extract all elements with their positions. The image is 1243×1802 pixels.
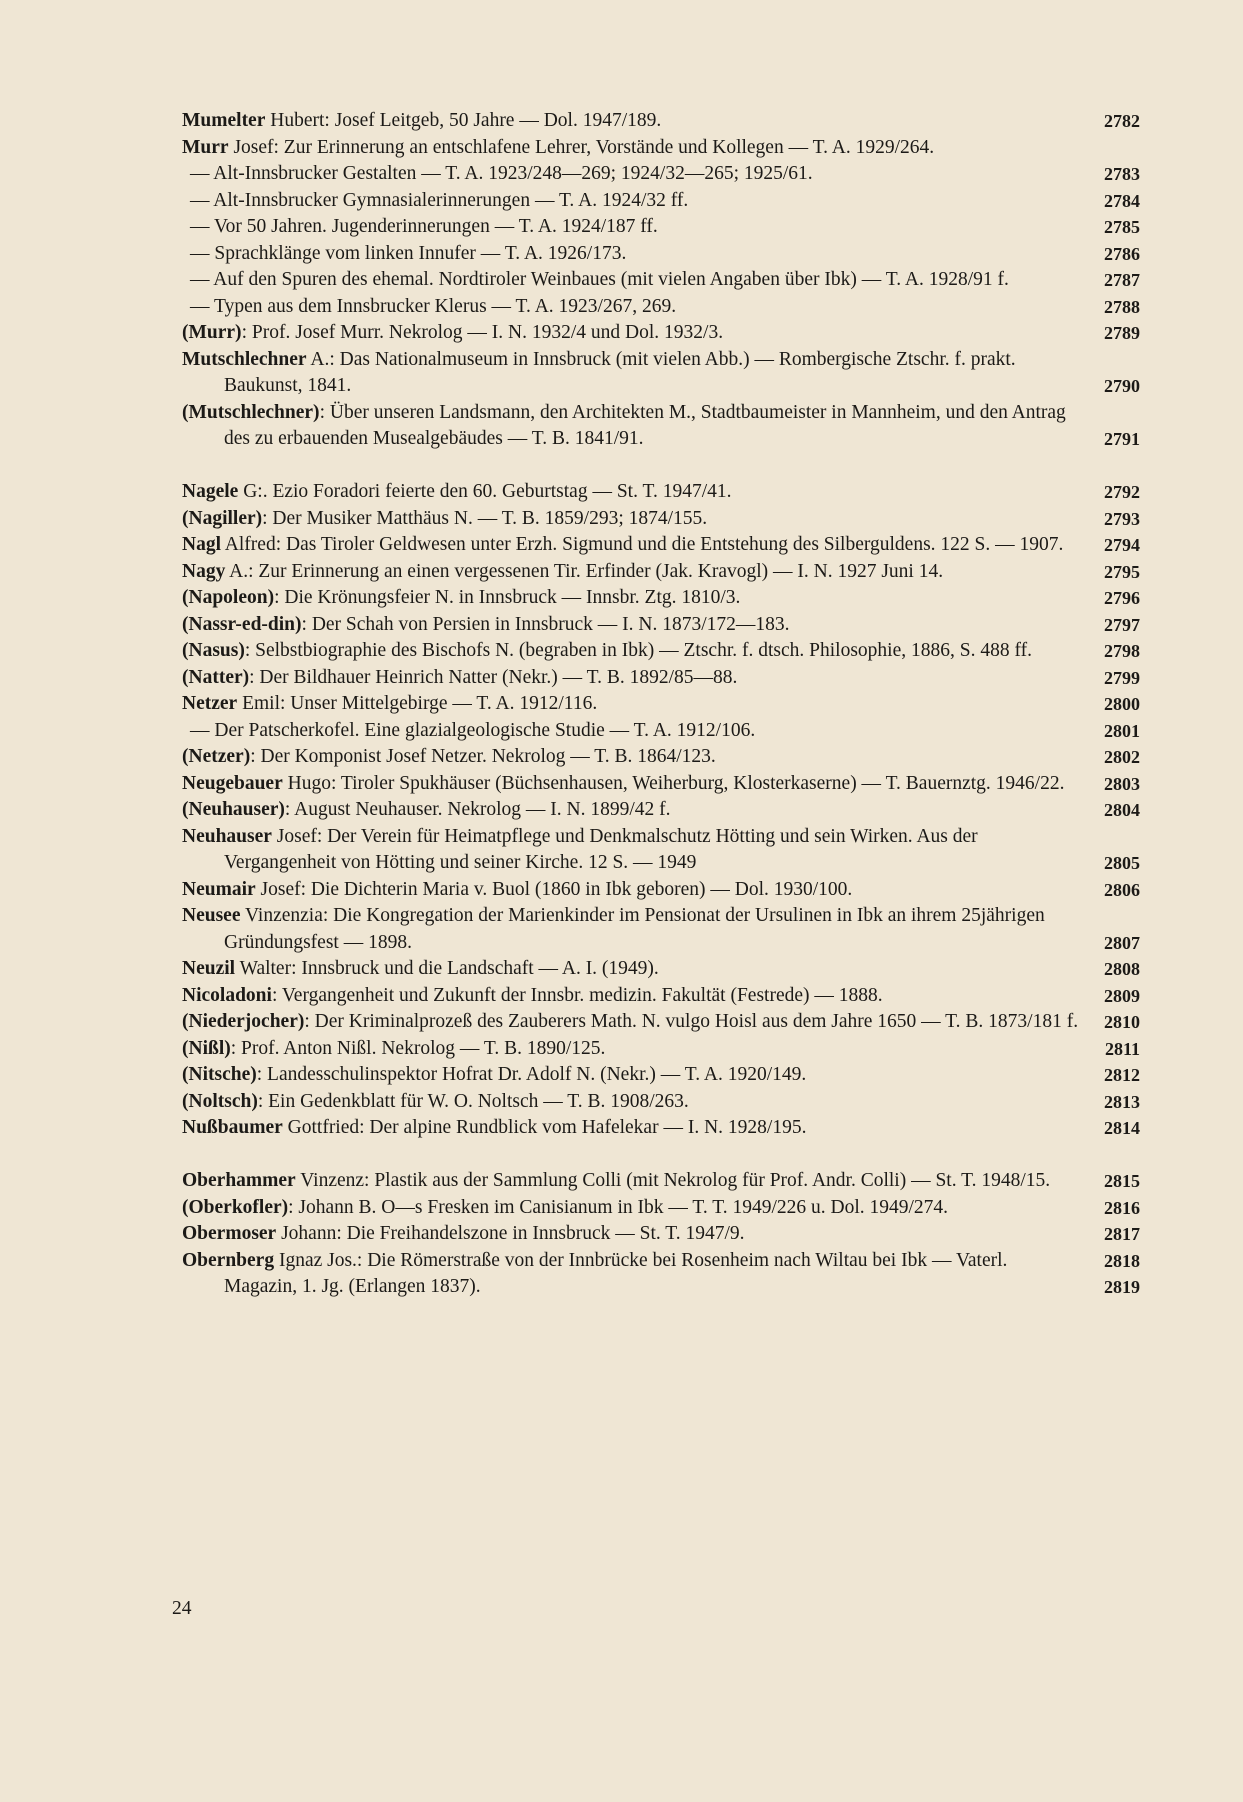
- entry-text: Ignaz Jos.: Die Römerstraße von der Innbrücke bei Rosenheim nach Wiltau bei Ibk — Vaterl. Magazin, 1. Jg. (Erlangen 1837).: [224, 1249, 1008, 1297]
- entry-text: Walter: Innsbruck und die Landschaft — A. I. (1949).: [235, 958, 659, 979]
- entry-author: (Mutschlechner): [182, 401, 320, 423]
- bibliography-entry: [182, 744, 1140, 771]
- bibliography-entry: [182, 1168, 1140, 1195]
- bibliography-entry: [182, 1062, 1140, 1089]
- entry-number: 2791: [1104, 429, 1140, 449]
- entry-author: (Neuhauser): [182, 799, 285, 820]
- entry-text: : Selbstbiographie des Bischofs N. (begraben in Ibk) — Ztschr. f. dtsch. Philosophie, 1886, S. 488 ff.: [244, 640, 1032, 661]
- entry-number: 2814: [1104, 1118, 1140, 1138]
- entry-text: — Typen aus dem Innsbrucker Klerus — T. A. 1923/267, 269.: [190, 295, 677, 317]
- entry-text: : Landesschulinspektor Hofrat Dr. Adolf N. (Nekr.) — T. A. 1920/149.: [256, 1064, 807, 1085]
- entry-text: : Der Musiker Matthäus N. — T. B. 1859/293; 1874/155.: [262, 507, 708, 529]
- bibliography-entry: [182, 824, 1140, 877]
- entry-author: (Oberkofler): [182, 1196, 289, 1218]
- entry-author: Neugebauer: [182, 772, 283, 794]
- entry-text: Vinzenzia: Die Kongregation der Marienkinder im Pensionat der Ursulinen in Ibk an ihrem 25jährigen Gründungsfest — 1898.: [224, 905, 1045, 953]
- entry-text: Johann: Die Freihandelszone in Innsbruck — St. T. 1947/9.: [276, 1223, 745, 1244]
- bibliography-entry: [182, 347, 1140, 400]
- entry-text: G:. Ezio Foradori feierte den 60. Geburtstag — St. T. 1947/41.: [238, 481, 732, 502]
- bibliography-entry: [182, 532, 1140, 559]
- bibliography-entry: [182, 691, 1140, 718]
- bibliography-entry: [182, 638, 1140, 665]
- entry-number: 2804: [1104, 800, 1140, 820]
- entry-number: 2795: [1104, 561, 1140, 582]
- entry-author: (Murr): [182, 322, 242, 343]
- entry-author: Obernberg: [182, 1249, 275, 1271]
- bibliography-entry: [182, 1009, 1140, 1036]
- entry-text: : Vergangenheit und Zukunft der Innsbr. medizin. Fakultät (Festrede) — 1888.: [271, 984, 883, 1006]
- entry-number: 2783: [1104, 164, 1140, 184]
- entry-number: 2797: [1104, 614, 1140, 635]
- entry-text: Vinzenz: Plastik aus der Sammlung Colli (mit Nekrolog für Prof. Andr. Colli) — St. T. 1948/15.: [295, 1170, 1051, 1191]
- bibliography-entry: [182, 161, 1140, 188]
- entry-text: : Ein Gedenkblatt für W. O. Noltsch — T. B. 1908/263.: [257, 1090, 689, 1112]
- entry-number: 2799: [1104, 667, 1140, 688]
- bibliography-entry: [182, 188, 1140, 215]
- entry-author: (Nassr-ed-din): [182, 613, 302, 635]
- entry-text: Emil: Unser Mittelgebirge — T. A. 1912/116.: [237, 693, 598, 714]
- section-gap: [182, 1142, 1140, 1169]
- entry-text: — Vor 50 Jahren. Jugenderinnerungen — T. A. 1924/187 ff.: [190, 216, 658, 237]
- bibliography-entry: [182, 797, 1140, 824]
- entry-text: A.: Zur Erinnerung an einen vergessenen Tir. Erfinder (Jak. Kravogl) — I. N. 1927 Juni 14.: [225, 560, 944, 582]
- bibliography-entry: [182, 135, 1140, 162]
- entry-number: 2811: [1104, 1038, 1140, 1059]
- entry-author: Netzer: [182, 693, 238, 714]
- entry-text: Gottfried: Der alpine Rundblick vom Hafelekar — I. N. 1928/195.: [282, 1117, 807, 1138]
- entry-author: Nußbaumer: [182, 1117, 283, 1138]
- bibliography-entry: [182, 1036, 1140, 1063]
- entry-number: 2800: [1104, 694, 1140, 714]
- bibliography-entry: [182, 1221, 1140, 1248]
- bibliography-entry: [182, 956, 1140, 983]
- entry-text: — Sprachklänge vom linken Innufer — T. A. 1926/173.: [190, 242, 627, 264]
- entry-author: Mutschlechner: [182, 348, 307, 370]
- entry-author: Nicoladoni: [182, 984, 272, 1006]
- entry-text: Josef: Die Dichterin Maria v. Buol (1860 in Ibk geboren) — Dol. 1930/100.: [255, 878, 853, 900]
- entry-number: 2798: [1104, 641, 1140, 661]
- entry-number: 2782: [1104, 111, 1140, 131]
- entry-author: Nagy: [182, 560, 226, 582]
- entry-author: (Nitsche): [182, 1064, 257, 1085]
- bibliography-entry: [182, 400, 1140, 453]
- entry-text: : Der Kriminalprozeß des Zauberers Math. N. vulgo Hoisl aus dem Jahre 1650 — T. B. 1873/181 f.: [304, 1011, 1079, 1032]
- bibliography-entry: [182, 294, 1140, 321]
- entry-number: 2809: [1104, 985, 1140, 1006]
- entry-author: Neuhauser: [182, 825, 272, 847]
- entry-number: 2813: [1104, 1091, 1140, 1112]
- bibliography-entry: [182, 771, 1140, 798]
- entry-text: : Die Krönungsfeier N. in Innsbruck — Innsbr. Ztg. 1810/3.: [274, 587, 741, 608]
- entry-number: 2803: [1104, 773, 1140, 794]
- entry-number: 2785: [1104, 217, 1140, 237]
- bibliography-entry: [182, 718, 1140, 745]
- bibliography-entry: [182, 877, 1140, 904]
- entry-text: Alfred: Das Tiroler Geldwesen unter Erzh. Sigmund und die Entstehung des Silberguldens. 122 S. — 1907.: [221, 534, 1064, 555]
- entry-number: 2784: [1104, 190, 1140, 211]
- entry-text: : Der Komponist Josef Netzer. Nekrolog — T. B. 1864/123.: [250, 746, 716, 767]
- bibliography-entry: [182, 665, 1140, 692]
- bibliography-entry: [182, 983, 1140, 1010]
- entry-number: 2807: [1104, 932, 1140, 953]
- bibliography-entry: [182, 320, 1140, 347]
- entry-number: 2801: [1104, 720, 1140, 741]
- bibliography-entry: [182, 1248, 1140, 1301]
- entry-text: A.: Das Nationalmuseum in Innsbruck (mit vielen Abb.) — Rombergische Ztschr. f. prakt. Baukunst, 1841.: [224, 348, 1016, 396]
- bibliography-entry: [182, 214, 1140, 241]
- entry-number: 2817: [1104, 1224, 1140, 1244]
- entry-author: Nagele: [182, 481, 239, 502]
- entry-text: : Prof. Anton Nißl. Nekrolog — T. B. 1890/125.: [230, 1037, 606, 1059]
- entry-number: 2790: [1104, 376, 1140, 396]
- entry-author: (Nagiller): [182, 507, 263, 529]
- entry-number: 2806: [1104, 879, 1140, 900]
- entry-author: (Nasus): [182, 640, 245, 661]
- bibliography-entry: [182, 585, 1140, 612]
- entry-number: 2816: [1104, 1197, 1140, 1218]
- entry-number: 2818: [1104, 1250, 1140, 1271]
- entry-author: Obermoser: [182, 1223, 277, 1244]
- entry-text: : Der Bildhauer Heinrich Natter (Nekr.) — T. B. 1892/85—88.: [249, 666, 738, 688]
- entry-text: Josef: Der Verein für Heimatpflege und Denkmalschutz Hötting und sein Wirken. Aus der Vergangenheit von Hötting und seiner Kirche. 12 S. — 1949: [224, 825, 978, 873]
- entry-number: 2805: [1104, 853, 1140, 873]
- entry-number: 2815: [1104, 1171, 1140, 1191]
- page-number: 24: [172, 1598, 192, 1619]
- entry-text: — Alt-Innsbrucker Gymnasialerinnerungen — T. A. 1924/32 ff.: [190, 189, 689, 211]
- entry-text: Hubert: Josef Leitgeb, 50 Jahre — Dol. 1947/189.: [265, 110, 662, 131]
- entry-author: Neusee: [182, 905, 241, 926]
- bibliography-entry: [182, 1115, 1140, 1142]
- entry-number: 2794: [1104, 535, 1140, 555]
- entry-author: Neuzil: [182, 958, 236, 979]
- bibliography-entry: [182, 903, 1140, 956]
- bibliography-entry: [182, 479, 1140, 506]
- entry-author: (Niederjocher): [182, 1011, 305, 1032]
- entry-number: 2789: [1104, 323, 1140, 343]
- entry-text: — Alt-Innsbrucker Gestalten — T. A. 1923/248—269; 1924/32—265; 1925/61.: [190, 163, 813, 184]
- bibliography-entry: [182, 108, 1140, 135]
- bibliography-entry: [182, 612, 1140, 639]
- entry-author: (Natter): [182, 666, 250, 688]
- bibliography-entry: [182, 267, 1140, 294]
- bibliography-entry: [182, 241, 1140, 268]
- entry-author: (Napoleon): [182, 587, 275, 608]
- section-gap: [182, 453, 1140, 480]
- entry-text: : Johann B. O—s Fresken im Canisianum in Ibk — T. T. 1949/226 u. Dol. 1949/274.: [288, 1196, 949, 1218]
- entry-number: 2787: [1104, 270, 1140, 290]
- entry-number: 2808: [1104, 959, 1140, 979]
- bibliography-entry: [182, 506, 1140, 533]
- entry-author: (Noltsch): [182, 1090, 258, 1112]
- entry-number: 2802: [1104, 747, 1140, 767]
- entry-text: : Prof. Josef Murr. Nekrolog — I. N. 1932/4 und Dol. 1932/3.: [241, 322, 724, 343]
- entry-author: (Nißl): [182, 1037, 231, 1059]
- entry-number: 2793: [1104, 508, 1140, 529]
- entry-author: Mumelter: [182, 110, 266, 131]
- entry-text: Josef: Zur Erinnerung an entschlafene Lehrer, Vorstände und Kollegen — T. A. 1929/264.: [228, 136, 935, 158]
- entry-number: 2819: [1104, 1277, 1140, 1297]
- bibliography-entry: [182, 1195, 1140, 1222]
- bibliography-entry: [182, 559, 1140, 586]
- entry-author: Murr: [182, 136, 229, 158]
- entry-author: Neumair: [182, 878, 256, 900]
- entry-number: 2810: [1104, 1012, 1140, 1032]
- entry-author: Oberhammer: [182, 1170, 296, 1191]
- bibliography-list: [182, 108, 1140, 1301]
- entry-number: 2796: [1104, 588, 1140, 608]
- entry-text: — Der Patscherkofel. Eine glazialgeologische Studie — T. A. 1912/106.: [190, 719, 756, 741]
- entry-text: : Über unseren Landsmann, den Architekten M., Stadtbaumeister in Mannheim, und den Antrag des zu erbauenden Musealgebäudes — T. B. 1841/91.: [224, 401, 1066, 449]
- entry-number: 2788: [1104, 296, 1140, 317]
- entry-number: 2812: [1104, 1065, 1140, 1085]
- bibliography-entry: [182, 1089, 1140, 1116]
- entry-text: Hugo: Tiroler Spukhäuser (Büchsenhausen, Weiherburg, Klosterkaserne) — T. Bauernztg. 1946/22.: [282, 772, 1065, 794]
- entry-number: 2786: [1104, 243, 1140, 264]
- entry-number: 2792: [1104, 482, 1140, 502]
- entry-text: : Der Schah von Persien in Innsbruck — I. N. 1873/172—183.: [301, 613, 790, 635]
- entry-text: : August Neuhauser. Nekrolog — I. N. 1899/42 f.: [284, 799, 671, 820]
- entry-author: (Netzer): [182, 746, 251, 767]
- entry-text: — Auf den Spuren des ehemal. Nordtiroler Weinbaues (mit vielen Angaben über Ibk) — T. A. 1928/91 f.: [190, 269, 1009, 290]
- entry-author: Nagl: [182, 534, 221, 555]
